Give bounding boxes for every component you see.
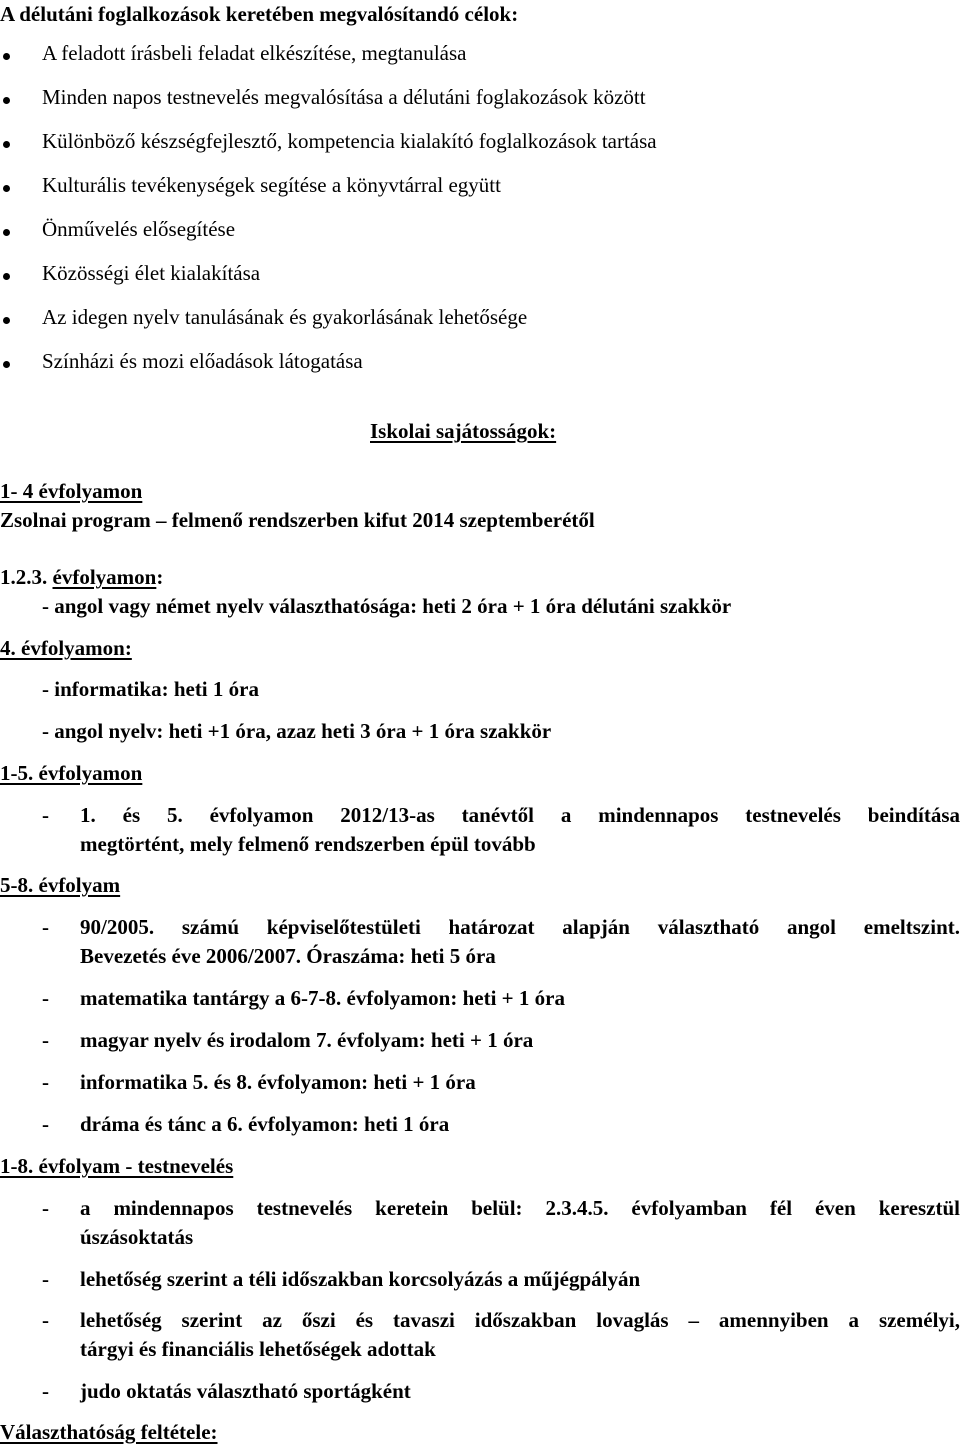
bullet-dot (3, 273, 10, 280)
math-item: matematika tantárgy a 6-7-8. évfolyamon: heti + 1 óra (80, 986, 565, 1010)
bullet-dot (3, 229, 10, 236)
zsolnai-program-line: Zsolnai program – felmenő rendszerben kifut 2014 szeptemberétől (0, 508, 595, 532)
grade-5-8-heading: 5-8. évfolyam (0, 873, 121, 897)
grade-1-2-3-number: 1.2.3. (0, 565, 53, 589)
list-dash: - (42, 1028, 49, 1052)
list-dash: - (42, 803, 49, 827)
grade-1-8-pe-heading: 1-8. évfolyam - testnevelés (0, 1154, 234, 1178)
skating-item: lehetőség szerint a téli időszakban korcsolyázás a műjégpályán (80, 1267, 641, 1291)
english-advanced-line-2: Bevezetés éve 2006/2007. Óraszáma: heti 5 óra (80, 944, 496, 968)
goal-item: Különböző készségfejlesztő, kompetencia kialakító foglalkozások tartása (42, 129, 657, 153)
list-dash: - (42, 1196, 49, 1220)
grade-1-2-3-heading (0, 565, 163, 590)
goal-item: Színházi és mozi előadások látogatása (42, 349, 363, 373)
list-dash: - (42, 915, 49, 939)
grade-1-4-heading: 1- 4 évfolyamon (0, 479, 143, 503)
bullet-dot (3, 53, 10, 60)
informatics-5-8-item: informatika 5. és 8. évfolyamon: heti + 1 óra (80, 1070, 476, 1094)
hungarian-item: magyar nyelv és irodalom 7. évfolyam: heti + 1 óra (80, 1028, 534, 1052)
goal-item: Kulturális tevékenységek segítése a könyvtárral együtt (42, 173, 501, 197)
english-advanced-line-1: 90/2005. számú képviselőtestületi határozat alapján választható angol emeltszint. (80, 915, 960, 939)
goal-item: Az idegen nyelv tanulásának és gyakorlásának lehetősége (42, 305, 528, 329)
list-dash: - (42, 1308, 49, 1332)
language-choice-item: - angol vagy német nyelv választhatósága: heti 2 óra + 1 óra délutáni szakkör (42, 594, 732, 618)
bullet-dot (3, 361, 10, 368)
goal-item: Önművelés elősegítése (42, 217, 236, 241)
list-dash: - (42, 1112, 49, 1136)
riding-line-2: tárgyi és financiális lehetőségek adottak (80, 1337, 436, 1361)
goal-item: Minden napos testnevelés megvalósítása a délutáni foglakozások között (42, 85, 646, 109)
list-dash: - (42, 1070, 49, 1094)
grade-1-2-3-label: évfolyamon (52, 565, 157, 589)
swimming-line-2: úszásoktatás (80, 1225, 194, 1249)
judo-item: judo oktatás választható sportágként (80, 1379, 411, 1403)
bullet-dot (3, 317, 10, 324)
english-item: - angol nyelv: heti +1 óra, azaz heti 3 óra + 1 óra szakkör (42, 719, 552, 743)
bullet-dot (3, 141, 10, 148)
grade-1-2-3-colon: : (156, 565, 164, 589)
grade-1-5-heading: 1-5. évfolyamon (0, 761, 143, 785)
goal-item: A feladott írásbeli feladat elkészítése, megtanulása (42, 41, 467, 65)
pe-start-line-2: megtörtént, mely felmenő rendszerben épül tovább (80, 832, 536, 856)
informatics-item: - informatika: heti 1 óra (42, 677, 259, 701)
goal-item: Közösségi élet kialakítása (42, 261, 261, 285)
list-dash: - (42, 1379, 49, 1403)
bullet-dot (3, 97, 10, 104)
swimming-line-1: a mindennapos testnevelés keretein belül: 2.3.4.5. évfolyamban fél éven keresztül (80, 1196, 960, 1220)
riding-line-1: lehetőség szerint az őszi és tavaszi időszakban lovaglás – amennyiben a személyi, (80, 1308, 960, 1332)
grade-4-heading: 4. évfolyamon: (0, 636, 132, 660)
goals-heading: A délutáni foglalkozások keretében megvalósítandó célok: (0, 2, 519, 26)
pe-start-line-1: 1. és 5. évfolyamon 2012/13-as tanévtől a mindennapos testnevelés beindítása (80, 803, 960, 827)
list-dash: - (42, 986, 49, 1010)
drama-item: dráma és tánc a 6. évfolyamon: heti 1 óra (80, 1112, 450, 1136)
school-features-heading: Iskolai sajátosságok: (370, 419, 557, 443)
list-dash: - (42, 1267, 49, 1291)
bullet-dot (3, 185, 10, 192)
choice-condition-heading: Választhatóság feltétele: (0, 1420, 218, 1444)
